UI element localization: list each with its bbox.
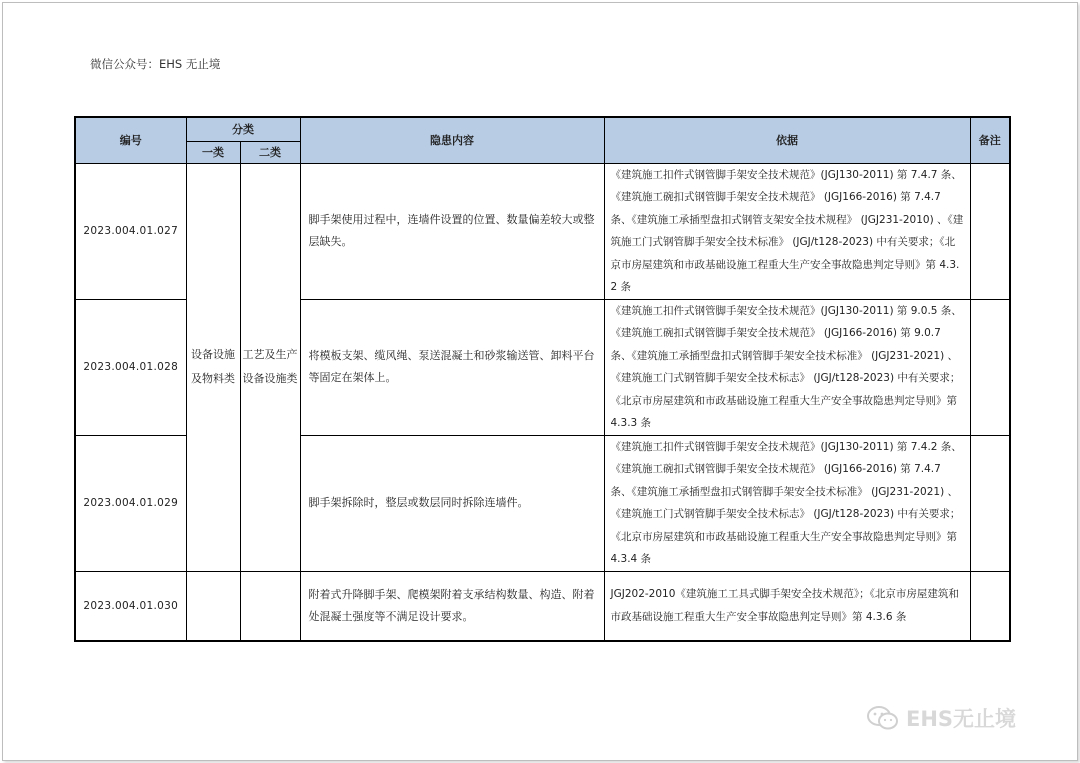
header-cat2: 二类 [240, 141, 300, 163]
row-code: 2023.004.01.030 [75, 571, 186, 641]
row-cat2-empty [240, 571, 300, 641]
wechat-icon [866, 705, 900, 731]
header-code: 编号 [75, 117, 186, 163]
row-basis: 《建筑施工扣件式钢管脚手架安全技术规范》(JGJ130-2011) 第 7.4.2 条、《建筑施工碗扣式钢管脚手架安全技术规范》 (JGJ166-2016) 第 7.4.7 条、《建筑施工承插型盘扣式钢管脚手架安全技术标准》 (JGJ231-2021) 、《建筑施工门式钢管脚手架安全技术标志》 (JGJ/t128-2023) 中有关要求；《北京市房屋建筑和市政基础设施工程重大生产安全事故隐患判定导则》第 4.3.4 条 [604, 435, 970, 571]
header-category: 分类 [186, 117, 300, 141]
header-cat1: 一类 [186, 141, 240, 163]
row-remark [970, 435, 1010, 571]
row-remark [970, 163, 1010, 299]
row-content: 将模板支架、缆风绳、泵送混凝土和砂浆输送管、卸料平台等固定在架体上。 [300, 299, 604, 435]
header-note: 微信公众号：EHS 无止境 [90, 57, 221, 71]
header-content: 隐患内容 [300, 117, 604, 163]
row-cat1-empty [186, 571, 240, 641]
row-content: 脚手架拆除时，整层或数层同时拆除连墙件。 [300, 435, 604, 571]
watermark-text: EHS无止境 [906, 707, 1017, 731]
row-code: 2023.004.01.027 [75, 163, 186, 299]
table-row [75, 571, 1010, 641]
category-2-cell: 工艺及生产设备设施类 [240, 163, 300, 571]
row-remark [970, 299, 1010, 435]
row-basis: 《建筑施工扣件式钢管脚手架安全技术规范》(JGJ130-2011) 第 7.4.7 条、《建筑施工碗扣式钢管脚手架安全技术规范》 (JGJ166-2016) 第 7.4.7 条、《建筑施工承插型盘扣式钢管支架安全技术规程》 (JGJ231-2010) 、《建筑施工门式钢管脚手架安全技术标准》 (JGJ/t128-2023) 中有关要求；《北京市房屋建筑和市政基础设施工程重大生产安全事故隐患判定导则》第 4.3.2 条 [604, 163, 970, 299]
category-1-cell: 设备设施及物料类 [186, 163, 240, 571]
watermark [866, 703, 1016, 733]
row-basis: JGJ202-2010《建筑施工工具式脚手架安全技术规范》；《北京市房屋建筑和市政基础设施工程重大生产安全事故隐患判定导则》第 4.3.6 条 [604, 571, 970, 641]
header-basis: 依据 [604, 117, 970, 163]
row-code: 2023.004.01.028 [75, 299, 186, 435]
row-basis: 《建筑施工扣件式钢管脚手架安全技术规范》(JGJ130-2011) 第 9.0.5 条、《建筑施工碗扣式钢管脚手架安全技术规范》 (JGJ166-2016) 第 9.0.7 条、《建筑施工承插型盘扣式钢管脚手架安全技术标准》 (JGJ231-2021) 、《建筑施工门式钢管脚手架安全技术标志》 (JGJ/t128-2023) 中有关要求；《北京市房屋建筑和市政基础设施工程重大生产安全事故隐患判定导则》第 4.3.3 条 [604, 299, 970, 435]
row-content: 附着式升降脚手架、爬模架附着支承结构数量、构造、附着处混凝土强度等不满足设计要求。 [300, 571, 604, 641]
table-row [75, 163, 1010, 299]
hazard-table [74, 116, 1011, 642]
header-remark: 备注 [970, 117, 1010, 163]
row-code: 2023.004.01.029 [75, 435, 186, 571]
row-content: 脚手架使用过程中，连墙件设置的位置、数量偏差较大或整层缺失。 [300, 163, 604, 299]
row-remark [970, 571, 1010, 641]
